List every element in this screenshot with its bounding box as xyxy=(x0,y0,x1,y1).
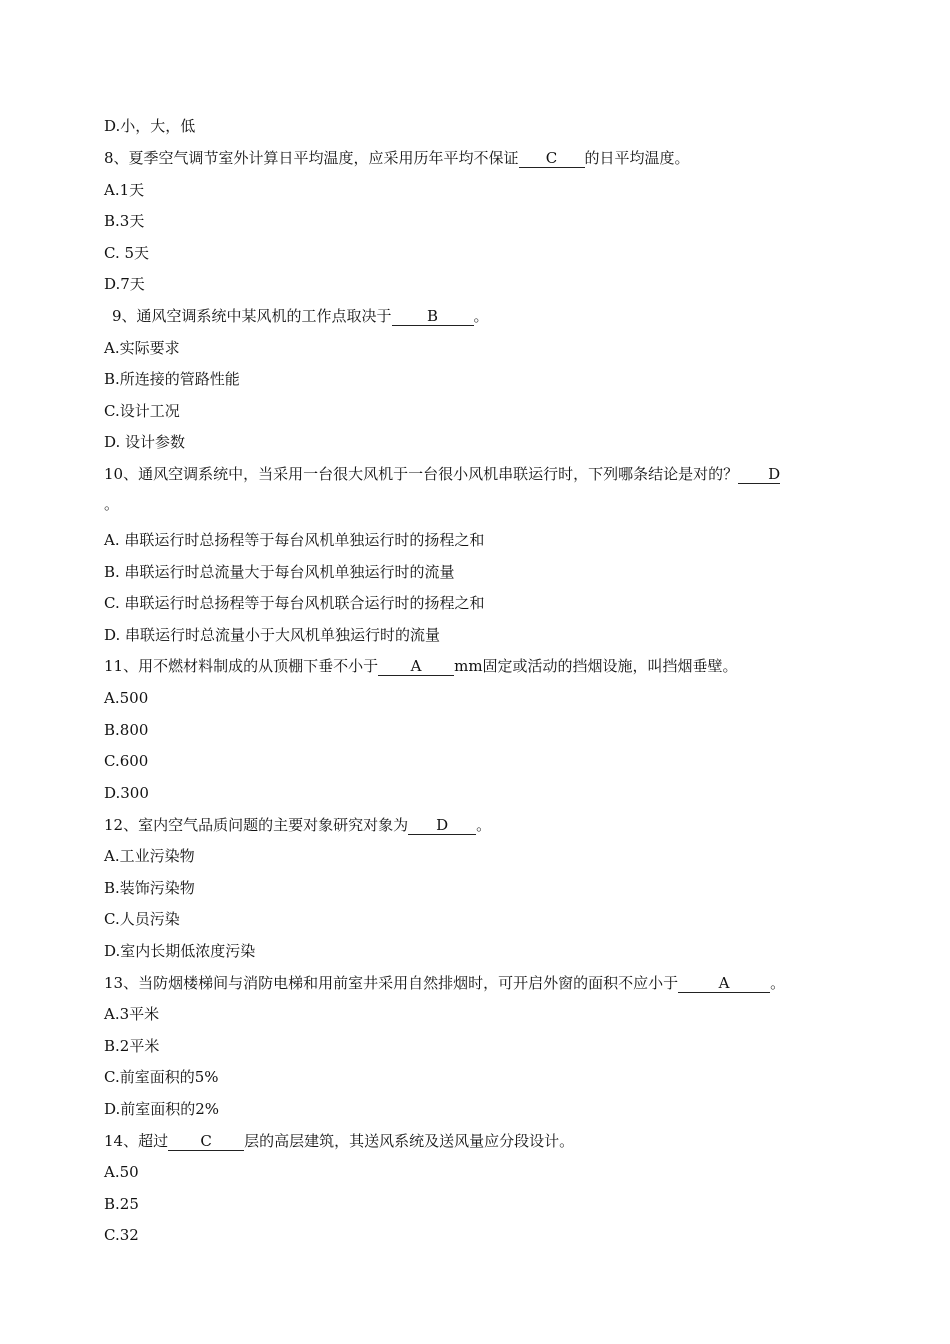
option-line: A.500 xyxy=(104,689,149,707)
answer-blank: C xyxy=(168,1132,244,1151)
answer-blank: D xyxy=(408,816,476,835)
option-line: D.室内长期低浓度污染 xyxy=(104,942,256,960)
option-line: B.3天 xyxy=(104,212,145,230)
question-9 xyxy=(112,306,489,326)
option-line: D.7天 xyxy=(104,275,145,293)
option-line: A.3平米 xyxy=(104,1005,160,1023)
question-text-end: 的日平均温度。 xyxy=(584,149,690,167)
option-line: D. 串联运行时总流量小于大风机单独运行时的流量 xyxy=(104,626,441,644)
option-line: B. 串联运行时总流量大于每台风机单独运行时的流量 xyxy=(104,563,455,581)
question-14 xyxy=(104,1131,574,1151)
option-line: B.2平米 xyxy=(104,1037,160,1055)
option-line: A.1天 xyxy=(104,181,145,199)
option-line: B.所连接的管路性能 xyxy=(104,370,240,388)
question-12 xyxy=(104,815,491,835)
option-line: C.前室面积的5% xyxy=(104,1068,219,1086)
question-11 xyxy=(104,656,738,676)
question-text-end: 层的高层建筑，其送风系统及送风量应分段设计。 xyxy=(244,1132,575,1150)
answer-blank: B xyxy=(392,307,474,326)
question-text-end: 。 xyxy=(770,974,786,992)
option-line: A. 串联运行时总扬程等于每台风机单独运行时的扬程之和 xyxy=(104,531,485,549)
question-text: 9、通风空调系统中某风机的工作点取决于 xyxy=(112,307,392,325)
answer-blank: D xyxy=(738,465,780,484)
option-line: A.实际要求 xyxy=(104,339,180,357)
option-line: C.人员污染 xyxy=(104,910,180,928)
question-text-end: 。 xyxy=(476,816,492,834)
question-text: 10、通风空调系统中，当采用一台很大风机于一台很小风机串联运行时，下列哪条结论是对的？ xyxy=(104,465,739,483)
option-line: D. 设计参数 xyxy=(104,433,186,451)
question-text: 13、当防烟楼梯间与消防电梯和用前室井采用自然排烟时，可开启外窗的面积不应小于 xyxy=(104,974,679,992)
question-text: 11、用不燃材料制成的从顶棚下垂不小于 xyxy=(104,657,379,675)
option-line: A.50 xyxy=(104,1163,139,1181)
answer-blank: C xyxy=(519,149,585,168)
question-text: 8、夏季空气调节室外计算日平均温度，应采用历年平均不保证 xyxy=(104,149,519,167)
option-line: C. 5天 xyxy=(104,244,150,262)
question-text: 12、室内空气品质问题的主要对象研究对象为 xyxy=(104,816,409,834)
question-10-end: 。 xyxy=(104,495,120,513)
question-text: 14、超过 xyxy=(104,1132,169,1150)
question-text-end: 。 xyxy=(473,307,489,325)
option-line: B.800 xyxy=(104,721,149,739)
answer-blank: A xyxy=(378,657,454,676)
option-line: B.装饰污染物 xyxy=(104,879,195,897)
option-line: C. 串联运行时总扬程等于每台风机联合运行时的扬程之和 xyxy=(104,594,485,612)
option-line: D.小，大，低 xyxy=(104,117,196,135)
question-text-end: mm固定或活动的挡烟设施，叫挡烟垂壁。 xyxy=(454,657,738,675)
question-10 xyxy=(104,464,780,484)
option-line: D.300 xyxy=(104,784,149,802)
option-line: C.32 xyxy=(104,1226,139,1244)
option-line: D.前室面积的2% xyxy=(104,1100,220,1118)
question-13 xyxy=(104,973,785,993)
option-line: C.600 xyxy=(104,752,149,770)
option-line: A.工业污染物 xyxy=(104,847,195,865)
answer-blank: A xyxy=(678,974,770,993)
question-8 xyxy=(104,148,690,168)
option-line: C.设计工况 xyxy=(104,402,180,420)
option-line: B.25 xyxy=(104,1195,139,1213)
